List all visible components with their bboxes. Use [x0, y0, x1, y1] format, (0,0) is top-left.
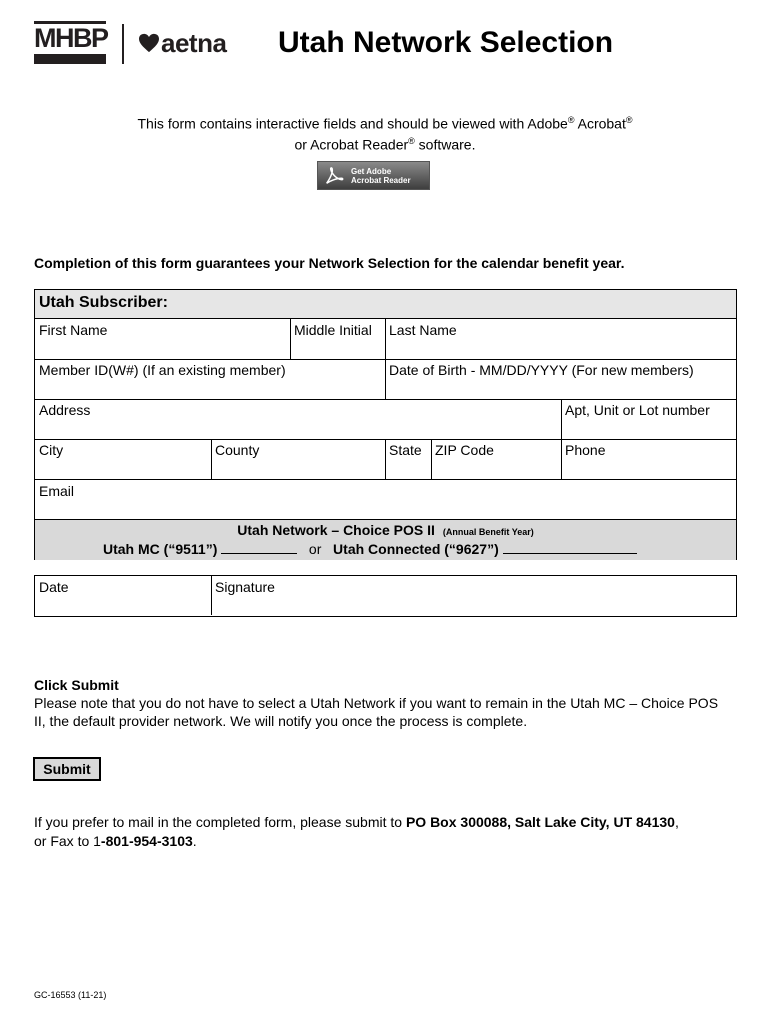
member-id-label: Member ID(W#) (If an existing member) — [39, 362, 286, 378]
adobe-button-line2: Acrobat Reader — [351, 175, 411, 185]
email-input[interactable] — [39, 499, 733, 517]
col-divider — [431, 439, 432, 479]
adobe-acrobat-icon — [323, 165, 345, 187]
email-label: Email — [39, 483, 75, 499]
form-code: GC-16553 (11-21) — [34, 990, 107, 1000]
middle-initial-input[interactable] — [294, 338, 382, 356]
date-input[interactable] — [39, 595, 207, 613]
first-name-input[interactable] — [39, 338, 287, 356]
address-label: Address — [39, 402, 91, 418]
zip-label: ZIP Code — [435, 442, 494, 458]
dob-input[interactable] — [389, 378, 733, 396]
submit-instructions — [34, 676, 724, 730]
apt-input[interactable] — [565, 418, 733, 436]
network-title — [35, 522, 736, 538]
intro-line1-mid: Acrobat — [574, 115, 626, 132]
city-input[interactable] — [39, 458, 207, 476]
col-divider — [211, 439, 212, 479]
last-name-label: Last Name — [389, 322, 457, 338]
intro-text — [0, 112, 770, 153]
phone-input[interactable] — [565, 458, 733, 476]
adobe-button-label — [351, 167, 411, 185]
state-input[interactable] — [389, 458, 429, 476]
mail-text-mid: , — [674, 814, 679, 830]
mail-address: PO Box 300088, Salt Lake City, UT 84130 — [405, 814, 675, 830]
mhbp-logo — [34, 20, 106, 64]
subscriber-form — [34, 289, 737, 560]
county-input[interactable] — [215, 458, 381, 476]
col-divider — [561, 399, 562, 479]
county-label: County — [215, 442, 260, 458]
adobe-button-line1: Get Adobe — [351, 166, 392, 176]
network-options — [103, 541, 637, 557]
network-title-text: Utah Network – Choice POS II — [237, 522, 435, 538]
fax-text-pre: or Fax to 1 — [34, 833, 101, 849]
get-adobe-reader-button[interactable] — [317, 161, 430, 190]
network-option-uc-field[interactable] — [503, 542, 637, 554]
subscriber-heading: Utah Subscriber: — [35, 290, 736, 319]
intro-line1-pre: This form contains interactive fields and should be viewed with Adobe — [137, 115, 568, 132]
network-or-text: or — [308, 541, 322, 557]
fax-text-end: . — [192, 833, 197, 849]
col-divider — [385, 319, 386, 399]
fax-number: -801-954-3103 — [100, 833, 193, 849]
mhbp-logo-bar — [34, 54, 106, 64]
registered-mark: ® — [625, 115, 633, 125]
state-label: State — [389, 442, 422, 458]
page-title: Utah Network Selection — [278, 26, 614, 59]
aetna-logo-text: aetna — [161, 28, 227, 58]
row-divider — [35, 479, 736, 480]
last-name-input[interactable] — [389, 338, 733, 356]
registered-mark: ® — [408, 135, 415, 146]
date-label: Date — [39, 579, 69, 595]
first-name-label: First Name — [39, 322, 108, 338]
intro-line2-pre: or Acrobat Reader — [294, 136, 409, 153]
signature-input[interactable] — [215, 595, 731, 613]
network-title-note: (Annual Benefit Year) — [442, 527, 534, 537]
mail-instructions — [34, 813, 744, 851]
middle-initial-label: Middle Initial — [294, 322, 372, 338]
submit-instructions-body: Please note that you do not have to select a Utah Network if you want to remain in the Utah MC – Choice POS II, the default provider network. We will notify you once the process is complete. — [34, 695, 719, 729]
registered-mark: ® — [567, 115, 575, 125]
intro-line2-post: software. — [414, 136, 476, 153]
completion-notice: Completion of this form guarantees your Network Selection for the calendar benefit year. — [34, 255, 625, 271]
address-input[interactable] — [39, 418, 557, 436]
heart-icon — [138, 33, 160, 53]
phone-label: Phone — [565, 442, 606, 458]
dob-label: Date of Birth - MM/DD/YYYY (For new members) — [389, 362, 694, 378]
member-id-input[interactable] — [39, 378, 381, 396]
city-label: City — [39, 442, 64, 458]
network-option-uc-label: Utah Connected (“9627”) — [333, 541, 499, 557]
col-divider — [290, 319, 291, 359]
aetna-logo — [138, 30, 226, 56]
network-option-mc-label: Utah MC (“9511”) — [103, 541, 218, 557]
zip-input[interactable] — [435, 458, 557, 476]
col-divider — [211, 576, 212, 615]
mhbp-logo-text: MHBP — [34, 23, 108, 53]
col-divider — [385, 439, 386, 479]
mail-text-pre: If you prefer to mail in the completed form, please submit to — [34, 814, 406, 830]
network-selection — [35, 520, 736, 560]
submit-button[interactable]: Submit — [33, 757, 101, 781]
signature-label: Signature — [215, 579, 275, 595]
submit-instructions-heading: Click Submit — [34, 677, 119, 693]
signature-block — [34, 575, 737, 617]
page-header — [34, 20, 734, 70]
apt-label: Apt, Unit or Lot number — [565, 402, 710, 418]
network-option-mc-field[interactable] — [221, 542, 297, 554]
row-divider — [35, 399, 736, 400]
logo-divider — [122, 24, 124, 64]
